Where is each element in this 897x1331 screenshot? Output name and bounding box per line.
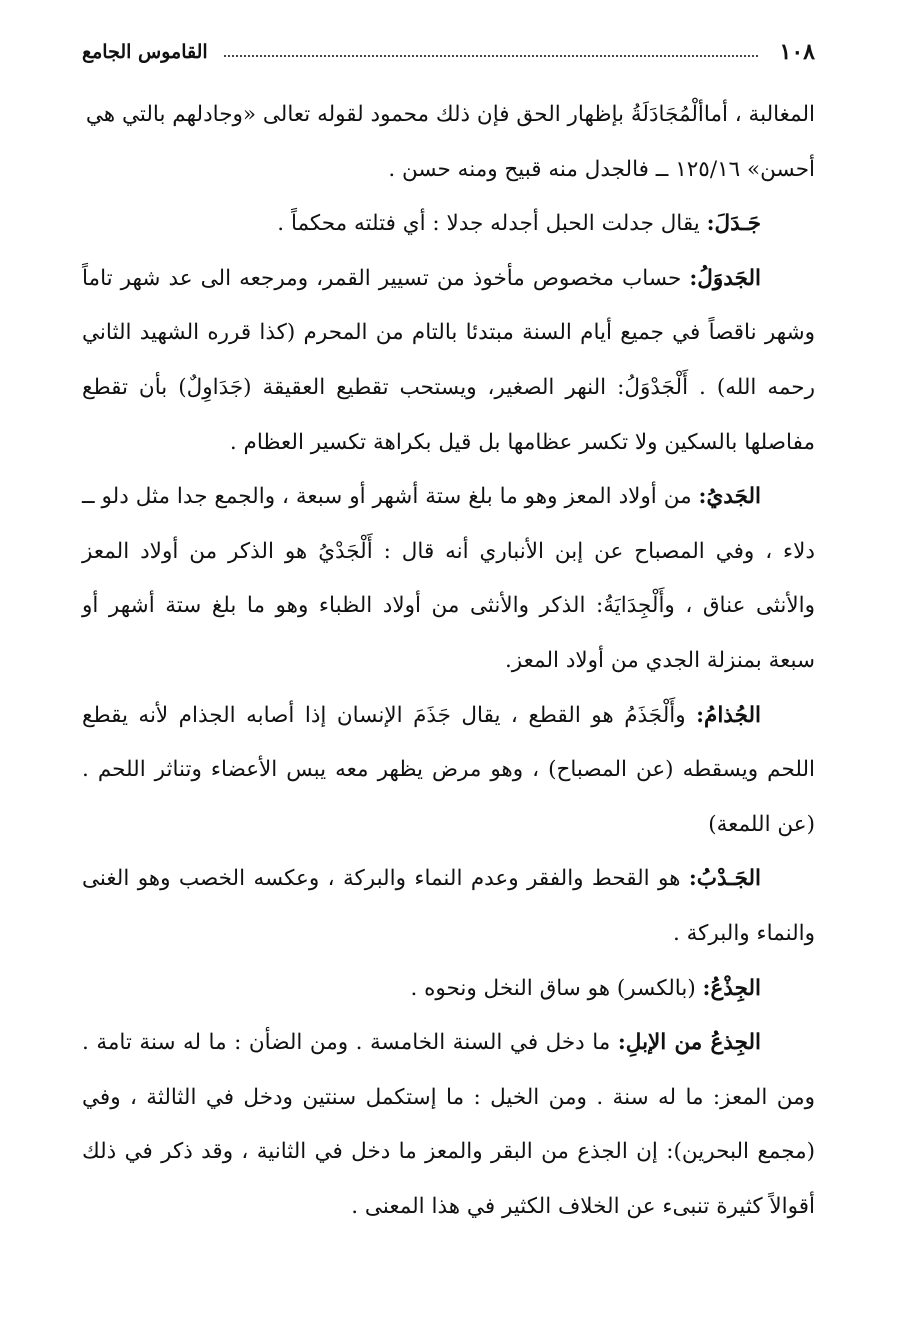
- entry-headword: الجِذعُ من الإبلِ:: [617, 1030, 761, 1056]
- entry-text: المغالبة ، أماألْمُجَادَلَةُ بإظهار الحق فإن ذلك محمود لقوله تعالى «وجادلهم بالتي هي أحسن» ١٢٥/١٦ ــ فالجدل منه قبيح ومنه حسن .: [85, 102, 815, 182]
- page-header: [82, 34, 815, 70]
- entry-headword: جَـدَلَ:: [706, 211, 761, 237]
- entry-continuation: [82, 88, 815, 197]
- entry-text: ما دخل في السنة الخامسة . ومن الضأن : ما له سنة تامة . ومن المعز: ما له سنة . ومن الخيل : ما إستكمل سنتين ودخل في الثالثة ، وفي (مجمع البحرين): إن الجذع من البقر والمعز ما دخل في الثانية ، وقد ذكر في ذلك أقوالاً كثيرة تنبىء عن الخلاف الكثير في هذا المعنى .: [82, 1030, 815, 1219]
- page-number: ١٠٨: [779, 39, 815, 65]
- entry-headword: الجَـدْبُ:: [688, 866, 761, 892]
- entry-text: يقال جدلت الحبل أجدله جدلا : أي فتلته محكماً .: [277, 211, 707, 237]
- entry-text: هو القحط والفقر وعدم النماء والبركة ، وعكسه الخصب وهو الغنى والنماء والبركة .: [82, 866, 815, 946]
- entry-jadb: [82, 852, 815, 961]
- entry-headword: الجَدوَلُ:: [689, 265, 761, 291]
- entry-text: حساب مخصوص مأخوذ من تسيير القمر، ومرجعه الى عد شهر تاماً وشهر ناقصاً في جميع أيام السنة مبتدئا بالتام من المحرم (كذا قرره الشهيد الثاني رحمه الله) . أَلْجَدْوَلُ: النهر الصغير، ويستحب تقطيع العقيقة (جَدَاوِلٌ) بأن تقطع مفاصلها بالسكين ولا تكسر عظامها بل قيل بكراهة تكسير العظام .: [82, 265, 815, 455]
- entry-headword: الجُذامُ:: [696, 702, 761, 728]
- entry-text: وأَلْجَذَمُ هو القطع ، يقال جَذَمَ الإنسان إذا أصابه الجذام لأنه يقطع اللحم ويسقطه (عن المصباح) ، وهو مرض يظهر معه يبس الأعضاء وتناثر اللحم . (عن اللمعة): [82, 702, 815, 837]
- entry-jadala: [82, 197, 815, 252]
- entry-headword: الجَديُ:: [698, 484, 761, 510]
- running-title: القاموس الجامع: [82, 41, 208, 63]
- dotted-leader: [224, 55, 758, 57]
- dictionary-body: [82, 88, 815, 1234]
- entry-headword: الجِذْعُ:: [702, 975, 761, 1001]
- entry-jadwal: [82, 252, 815, 470]
- entry-jadha-ibil: [82, 1016, 815, 1234]
- entry-jidh: [82, 962, 815, 1017]
- entry-text: (بالكسر) هو ساق النخل ونحوه .: [410, 975, 703, 1001]
- entry-jady: [82, 470, 815, 688]
- entry-text: من أولاد المعز وهو ما بلغ ستة أشهر أو سبعة ، والجمع جدا مثل دلو ــ دلاء ، وفي المصباح عن إبن الأنباري أنه قال : أَلْجَدْيُ هو الذكر من أولاد المعز والأنثى عناق ، وأَلْجِدَايَةُ: الذكر والأنثى من أولاد الظباء وهو ما بلغ ستة أشهر أو سبعة بمنزلة الجدي من أولاد المعز.: [82, 484, 815, 673]
- entry-judham: [82, 689, 815, 853]
